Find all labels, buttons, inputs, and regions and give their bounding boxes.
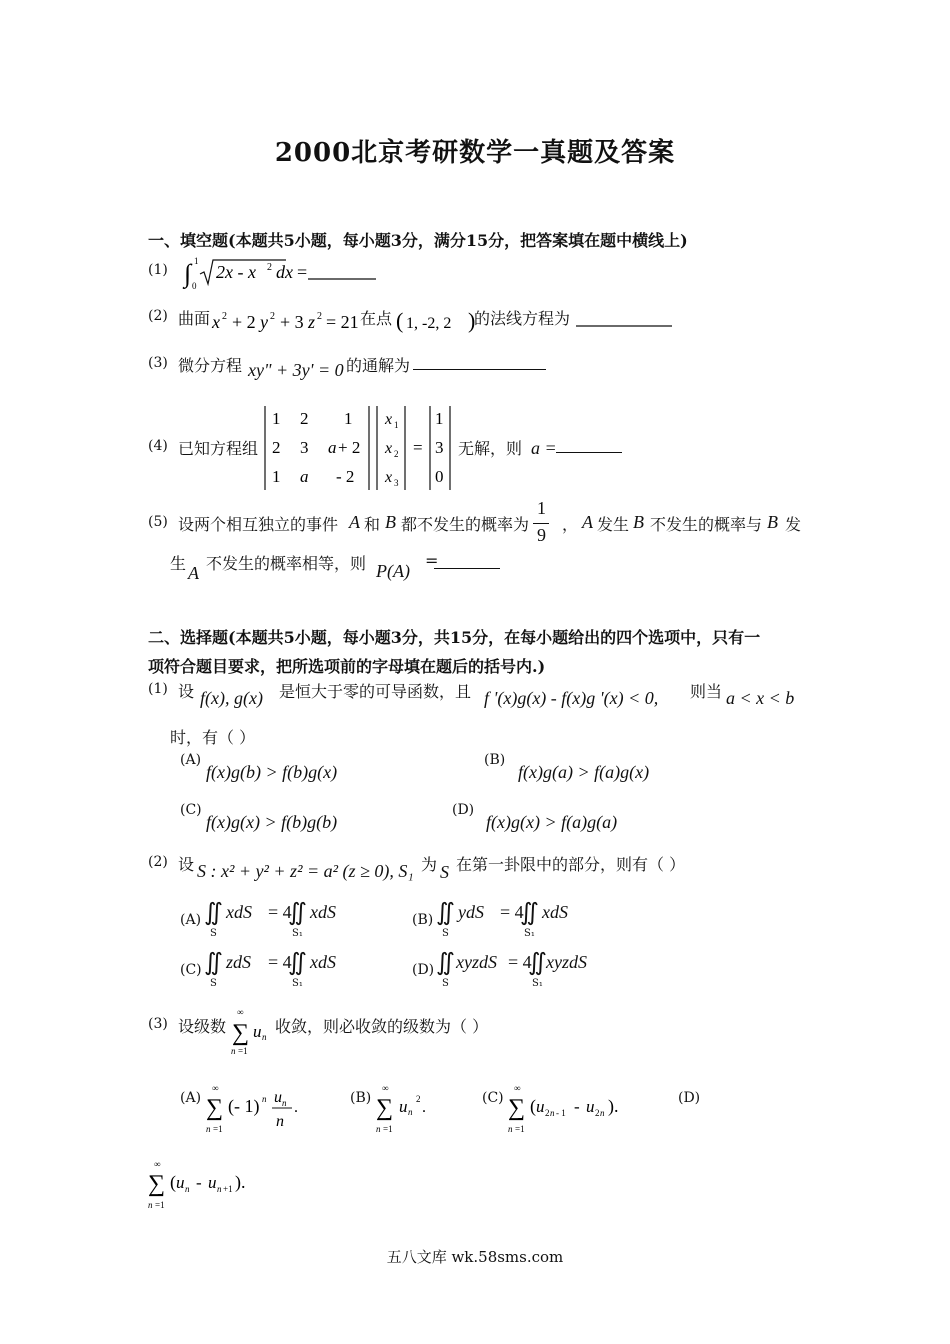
svg-text:x: x <box>385 469 393 486</box>
surface-s: S <box>440 862 449 882</box>
svg-text:∫: ∫ <box>184 259 192 288</box>
svg-text:2: 2 <box>222 311 227 322</box>
question-number: (2) <box>148 308 168 324</box>
svg-text:z: z <box>308 312 316 332</box>
event-b: B <box>633 512 644 532</box>
svg-text:∑: ∑ <box>206 1095 224 1121</box>
question-number: (1) <box>148 262 168 278</box>
svg-text:u: u <box>208 1173 217 1192</box>
svg-text:n: n <box>508 1124 513 1134</box>
integral-expression <box>180 252 380 292</box>
svg-text:u: u <box>586 1097 595 1116</box>
svg-text:.: . <box>422 1099 426 1116</box>
probability-pa: P(A) <box>376 561 410 581</box>
question-text: 在点 <box>360 309 393 328</box>
option-a-expression: ∬ S xdS = 4 ∬ S₁ xdS <box>204 900 336 939</box>
event-b: B <box>767 512 778 532</box>
question-text: 为 <box>421 855 438 874</box>
svg-text:∑: ∑ <box>148 1171 166 1197</box>
svg-text:n: n <box>276 1113 284 1130</box>
svg-text:+ 2: + 2 <box>232 312 256 332</box>
svg-text:=1: =1 <box>155 1200 165 1210</box>
svg-text:n: n <box>262 1032 267 1042</box>
derivative-condition: f '(x)g(x) - f(x)g '(x) < 0, <box>484 688 659 708</box>
svg-text:=1: =1 <box>238 1046 248 1056</box>
svg-text:-: - <box>196 1173 202 1192</box>
svg-text:+1: +1 <box>223 1184 233 1194</box>
question-text: 和 <box>364 515 381 534</box>
event-a: A <box>349 512 360 532</box>
svg-text:∞: ∞ <box>154 1159 161 1169</box>
question-text: 发生 <box>597 515 630 534</box>
question-text: 的通解为 <box>346 356 411 375</box>
question-text: 发 <box>785 515 802 534</box>
fraction-numerator: 1 <box>537 498 546 518</box>
svg-text:u: u <box>399 1097 408 1116</box>
svg-text:n: n <box>231 1046 236 1056</box>
surface-equation <box>210 304 680 336</box>
svg-text:- 2: - 2 <box>336 467 355 486</box>
section-2-heading-line1: 二、选择题(本题共5小题，每小题3分，共15分，在每小题给出的四个选项中，只有一 <box>148 628 761 647</box>
svg-text:(: ( <box>170 1172 176 1192</box>
option-label: (D) <box>678 1090 701 1106</box>
event-b: B <box>385 512 396 532</box>
fraction-denominator: 9 <box>537 525 546 545</box>
svg-text:y: y <box>260 312 268 332</box>
svg-text:∑: ∑ <box>232 1020 250 1046</box>
option-expression: f(x)g(a) > f(a)g(x) <box>518 762 650 782</box>
question-text: 曲面 <box>178 309 211 328</box>
svg-text:1: 1 <box>394 420 399 430</box>
question-text: 生 <box>170 554 187 573</box>
question-text: 的法线方程为 <box>474 309 571 328</box>
svg-text:n: n <box>217 1184 222 1194</box>
option-b-series <box>372 1082 442 1136</box>
series-sum-symbol <box>228 1006 272 1058</box>
svg-text:1: 1 <box>272 409 281 428</box>
option-label: (D) <box>452 802 475 818</box>
svg-text:2: 2 <box>272 438 281 457</box>
option-label: (A) <box>180 752 202 768</box>
question-number: (5) <box>148 514 168 530</box>
svg-text:2: 2 <box>317 311 322 322</box>
option-c-series <box>504 1082 634 1136</box>
option-label: (A) <box>180 1090 202 1106</box>
section-1-heading: 一、填空题(本题共5小题，每小题3分，满分15分，把答案填在题中横线上) <box>148 231 688 250</box>
svg-text:= 21: = 21 <box>326 312 359 332</box>
svg-text:n: n <box>206 1124 211 1134</box>
svg-text:1: 1 <box>344 409 353 428</box>
svg-text:3: 3 <box>435 438 444 457</box>
question-text: 设两个相互独立的事件 <box>178 515 339 534</box>
svg-text:∑: ∑ <box>508 1095 526 1121</box>
question-text: 不发生的概率与 <box>650 515 763 534</box>
svg-text:=1: =1 <box>515 1124 525 1134</box>
svg-text:∞: ∞ <box>514 1083 521 1093</box>
option-label: (C) <box>180 962 202 978</box>
svg-text:0: 0 <box>435 467 444 486</box>
svg-text:): ) <box>468 308 476 333</box>
svg-text:n: n <box>262 1094 267 1104</box>
event-a: A <box>582 512 593 532</box>
svg-text:2: 2 <box>300 409 309 428</box>
svg-text:u: u <box>274 1089 282 1106</box>
svg-text:x: x <box>385 440 393 457</box>
svg-text:n: n <box>600 1108 605 1118</box>
svg-text:1, -2, 2: 1, -2, 2 <box>406 315 452 332</box>
svg-text:2: 2 <box>270 311 275 322</box>
question-text: 微分方程 <box>178 356 243 375</box>
svg-text:).: ). <box>235 1172 246 1192</box>
event-a: A <box>188 563 199 583</box>
question-text: 收敛，则必收敛的级数为（ ） <box>275 1017 489 1036</box>
svg-text:∞: ∞ <box>212 1083 219 1093</box>
svg-text:3: 3 <box>300 438 309 457</box>
svg-text:=: = <box>297 262 308 282</box>
option-label: (A) <box>180 912 202 928</box>
functions-fg: f(x), g(x) <box>200 688 263 708</box>
question-text: 不发生的概率相等，则 <box>206 554 367 573</box>
svg-text:a: a <box>300 467 309 486</box>
variable-a: a = <box>531 438 557 458</box>
interval: a < x < b <box>726 688 795 708</box>
differential-equation: xy" + 3y' = 0 <box>248 360 344 380</box>
svg-text:n: n <box>282 1098 287 1108</box>
svg-text:3: 3 <box>394 478 399 488</box>
question-number: (1) <box>148 681 168 697</box>
question-text: 已知方程组 <box>178 439 259 458</box>
svg-text:=1: =1 <box>213 1124 223 1134</box>
svg-text:+ 2: + 2 <box>338 438 361 457</box>
answer-blank <box>556 434 622 453</box>
svg-text:- 1: - 1 <box>556 1108 566 1118</box>
svg-text:).: ). <box>608 1096 619 1116</box>
svg-text:2: 2 <box>595 1108 600 1118</box>
answer-blank <box>413 351 546 370</box>
svg-text:2: 2 <box>394 449 399 459</box>
svg-text:-: - <box>574 1097 580 1116</box>
question-text: 都不发生的概率为 <box>401 515 530 534</box>
surface-definition: S : x² + y² + z² = a² (z ≥ 0), S₁ <box>197 861 414 881</box>
svg-text:n: n <box>550 1108 555 1118</box>
svg-text:1: 1 <box>194 256 199 266</box>
svg-text:u: u <box>176 1173 185 1192</box>
question-text: ， <box>562 515 579 534</box>
svg-text:1: 1 <box>435 409 444 428</box>
svg-text:∑: ∑ <box>376 1095 394 1121</box>
option-label: (B) <box>484 752 506 768</box>
matrix-equation <box>260 402 460 494</box>
question-number: (3) <box>148 1016 168 1032</box>
option-label: (C) <box>482 1090 504 1106</box>
svg-text:1: 1 <box>272 467 281 486</box>
svg-text:∞: ∞ <box>237 1007 244 1017</box>
svg-text:=: = <box>413 438 423 457</box>
option-label: (D) <box>412 962 435 978</box>
question-number: (2) <box>148 854 168 870</box>
svg-text:n: n <box>148 1200 153 1210</box>
svg-text:a: a <box>328 438 337 457</box>
svg-text:0: 0 <box>192 281 197 291</box>
question-text: 则当 <box>690 682 723 701</box>
question-text: 设 <box>178 682 195 701</box>
svg-text:x: x <box>212 312 220 332</box>
option-expression: f(x)g(b) > f(b)g(x) <box>206 762 338 782</box>
svg-text:x: x <box>385 411 393 428</box>
option-d-expression: ∬ S xyzdS = 4 ∬ S₁ xyzdS <box>436 950 587 989</box>
svg-text:(- 1): (- 1) <box>228 1096 260 1116</box>
page-title: 2000北京考研数学一真题及答案 <box>274 138 676 168</box>
question-text: 无解，则 <box>458 439 523 458</box>
svg-text:n: n <box>408 1107 413 1117</box>
question-text: 时，有（ ） <box>170 728 256 747</box>
svg-text:(: ( <box>530 1096 536 1116</box>
footer-watermark: 五八文库 wk.58sms.com <box>386 1248 564 1266</box>
question-number: (3) <box>148 355 168 371</box>
option-b-expression: ∬ S ydS = 4 ∬ S₁ xdS <box>436 900 568 939</box>
option-d-series <box>144 1158 264 1212</box>
svg-text:2: 2 <box>416 1094 421 1104</box>
option-label: (B) <box>350 1090 372 1106</box>
svg-text:dx: dx <box>276 262 293 282</box>
svg-text:2: 2 <box>545 1108 550 1118</box>
answer-blank <box>434 550 500 569</box>
option-expression: f(x)g(x) > f(b)g(b) <box>206 812 338 832</box>
svg-text:∞: ∞ <box>382 1083 389 1093</box>
question-number: (4) <box>148 438 168 454</box>
svg-text:=1: =1 <box>383 1124 393 1134</box>
svg-text:2: 2 <box>267 262 272 273</box>
svg-text:.: . <box>294 1099 298 1116</box>
option-expression: f(x)g(x) > f(a)g(a) <box>486 812 618 832</box>
question-text: 设 <box>178 855 195 874</box>
question-text: 设级数 <box>178 1017 227 1036</box>
option-a-series <box>202 1082 312 1136</box>
fraction-bar <box>533 523 549 524</box>
svg-text:u: u <box>536 1097 545 1116</box>
svg-text:u: u <box>253 1022 262 1041</box>
section-2-heading-line2: 项符合题目要求，把所选项前的字母填在题后的括号内.) <box>148 657 546 676</box>
svg-text:+ 3: + 3 <box>280 312 304 332</box>
option-label: (B) <box>412 912 434 928</box>
option-c-expression: ∬ S zdS = 4 ∬ S₁ xdS <box>204 950 336 989</box>
question-text: 是恒大于零的可导函数，且 <box>279 682 472 701</box>
question-text: 在第一卦限中的部分，则有（ ） <box>456 855 686 874</box>
svg-text:n: n <box>185 1184 190 1194</box>
svg-text:(: ( <box>396 308 404 333</box>
equals-sign: = <box>425 551 439 570</box>
option-label: (C) <box>180 802 202 818</box>
svg-text:n: n <box>376 1124 381 1134</box>
svg-text:2x - x: 2x - x <box>216 262 256 282</box>
